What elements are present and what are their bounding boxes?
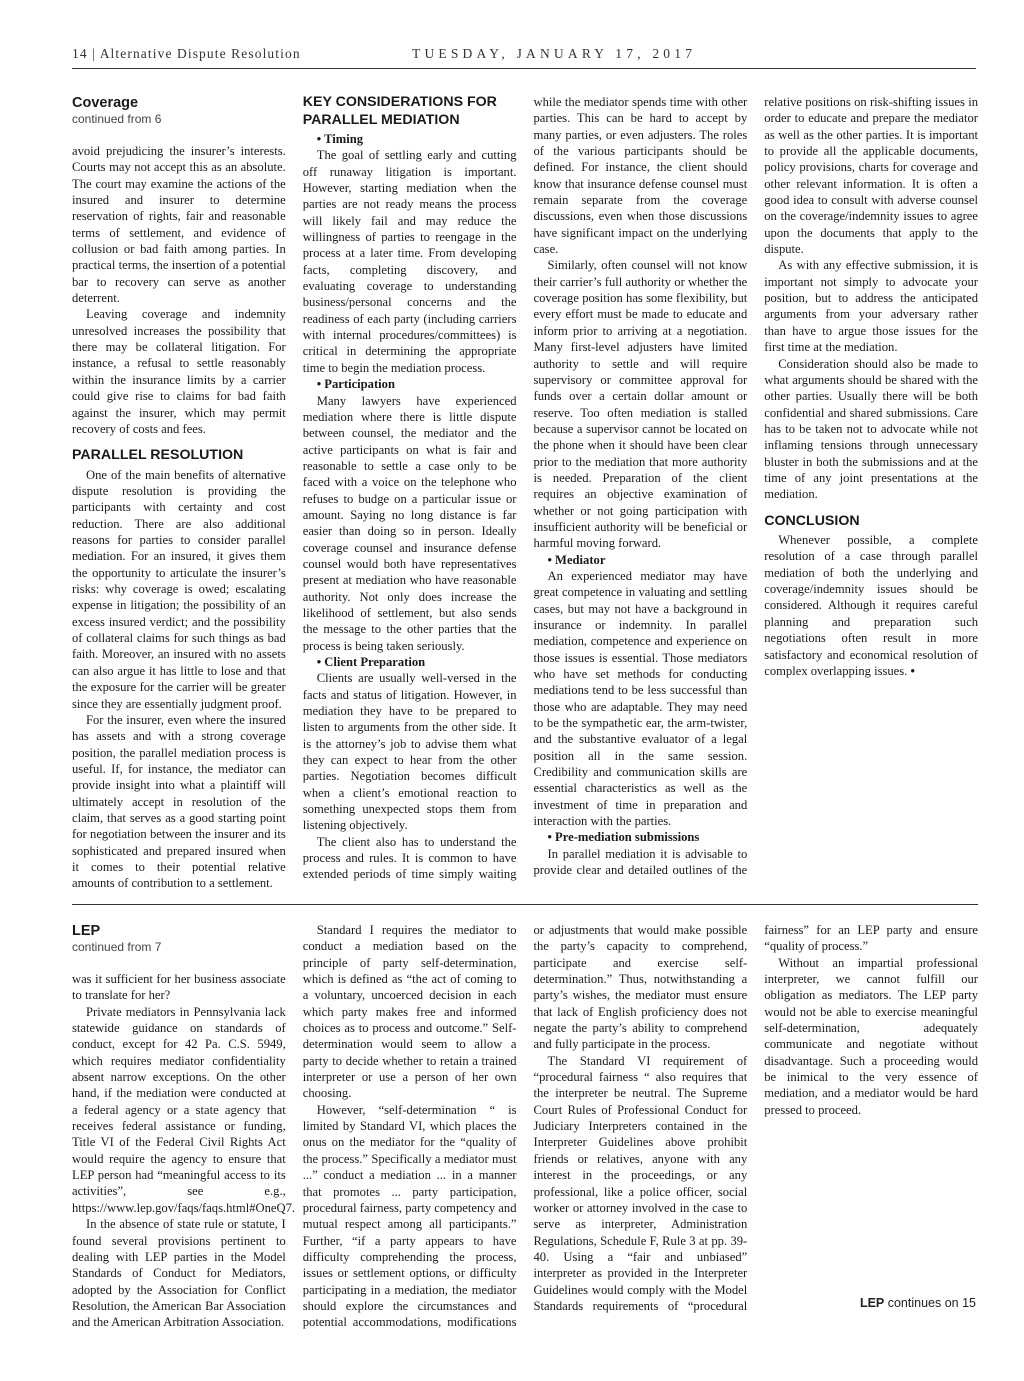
heading-conclusion: CONCLUSION [764,512,860,529]
lep-paragraph: Without an impartial professional interpreter, we cannot fulfill our obligation as mediators. The LEP party would not be able to exercise meaningful self-determination, adequately communicate and negotiate without disadvantage. Such a proceeding would be inimical to the very essence of mediation, and a mediator would be hard pressed to proceed. [764,955,978,1117]
coverage-article [72,94,978,894]
page-header [72,46,976,69]
section-divider [72,904,978,905]
coverage-paragraph [764,532,978,679]
lep-kicker: LEP [72,923,101,939]
coverage-paragraph: Many lawyers have experienced mediation where there is little dispute between counsel, the mediator and the active participants on what is fair and reasonable to settle a case only to be faced with a voice on the telephone who refuses to budge on a particular issue or amount. Saying no long distance is far easier than doing so in person. Ideally coverage counsel and insurance defense counsel would both have representatives present at mediation who have reasonable authority. Not only does increase the likelihood of settlement, but also sends the message to the other parties that the process is being taken seriously. [302,393,517,653]
coverage-paragraph: Clients are usually well-versed in the facts and status of litigation. However, in mediation they have to be prepared to listen to arguments from the other side. It is the attorney’s job to advise them what they can expect to hear from the other parties. Negotiation becomes difficult when a client’s emotional reaction to something unexpected stops them from listening objectively. [302,671,517,833]
lep-paragraph: was it sufficient for her business associate to translate for her? [72,972,286,1003]
end-of-article-mark: • [910,663,915,678]
subheading-pre-mediation: • Pre-mediation submissions [547,830,700,845]
subheading-timing: • Timing [316,132,364,146]
lep-paragraph: However, “self-determination “ is limited by Standard VI, which places the onus on the mediator for the “quality of the process.” Specifically a mediator must ...” conduct a mediation ... in a manner that promotes ... party participation, procedural fairness, party competency and mutual respect among all participants.” Further, “if a party appears to have difficulty comprehending the process, issues or settlement options, or difficulty participating in a mediation, the mediator should explore the circumstances and potential accommodations, modifications or adjustments that would make possible the party’s capacity to comprehend, participate and exercise self-determination.” Thus, notwithstanding a party’s wishes, the mediator must ensure that lack of English proficiency does not negate the party’s ability to comprehend and fully participate in the process. [302,923,748,1330]
coverage-paragraph: Consideration should also be made to what arguments should be shared with the other parties. Usually there will be both confidential and shared submissions. Care has to be taken not to advocate while not inflaming tensions through unnecessary bluster in both the submissions and at the time of any joint presentations at the mediation. [764,356,978,502]
coverage-paragraph: avoid prejudicing the insurer’s interests. Courts may not accept this as an absolute. The court may examine the actions of the insured and insurer to determine reservation of rights, fair and reasonable terms of settlement, and evidence of collusion or bad faith among parties. In practical terms, the insertion of a potential bar to recovery can serve as another deterrent. [72,144,286,306]
coverage-continued-from: continued from 6 [72,112,162,126]
coverage-paragraph: Similarly, often counsel will not know their carrier’s full authority or whether the coverage position has some flexibility, but every effort must be made to educate and inform prior to arriving at a negotiation. Many first-level adjusters have limited authority to settle and will require supervisory or committee approval for funds over a certain dollar amount or reserve. Too often mediation is stalled because a supervisor cannot be located on the phone when it should have been clear prior to the mediation that more authority is needed. Preparation of the client requires an objective examination of whether or not going participation with insufficient authority will be beneficial or harmful moving forward. [533,258,748,551]
lep-paragraph: In the absence of state rule or statute, I found several provisions pertinent to dealing with LEP parties in the Model Standards of Conduct for Mediators, adopted by the Association for Conflict Resolution, the American Bar Association and the American Arbitration Association. [72,1217,286,1330]
heading-parallel-resolution: PARALLEL RESOLUTION [72,447,244,464]
coverage-paragraph: As with any effective submission, it is important not simply to advocate your position, but to address the anticipated arguments from your adversary rather than have to argue those issues for the first time at the mediation. [764,258,978,355]
coverage-paragraph: One of the main benefits of alternative dispute resolution is providing the participants with certainty and cost reduction. There are also additional reasons for parties to consider parallel mediation. For an insured, it gives them the opportunity to articulate the insurer’s risks: why coverage is owed; escalating expense in litigation; the possibility of an excess insured verdict; and the possibility of collateral claims for such things as bad faith. Moreover, an insured with no assets can also argue it has little to lose and that the exposure for the carrier will be greater since they are essentially judgment proof. [72,467,286,711]
subheading-participation: • Participation [316,377,395,392]
subheading-mediator: • Mediator [547,552,606,567]
coverage-paragraph: An experienced mediator may have great competence in valuating and settling cases, but may not have a background in insurance or indemnity. In parallel mediation, competence and experience on those issues is essential. Those mediators who have set methods for conducting mediations tend to be less successful than those who are adaptable. They may need to be the sympathetic ear, the arm-twister, and the substantive evaluator of a legal position all in the same session. Credibility and communication skills are essential characteristics as well as the investment of time in preparation and interaction with the parties. [533,568,748,829]
page-info: 14 | Alternative Dispute Resolution [72,46,301,61]
coverage-paragraph: Leaving coverage and indemnity unresolved increases the possibility that there may be collateral litigation. For instance, a refusal to settle reasonably within the insurance limits by a carrier could give rise to claims for bad faith against the insurer, which may permit recovery of costs and fees. [72,307,286,436]
lep-continued-from: continued from 7 [72,940,162,954]
lep-paragraph: Private mediators in Pennsylvania lack statewide guidance on standards of conduct, except for 42 Pa. C.S. 5949, which requires mediator confidentiality absent narrow exceptions. On the other hand, if the mediation were conducted at a federal agency or a state agency that receives federal assistance or funding, Title VI of the Federal Civil Rights Act would require the agency to ensure that LEP person had “meaningful access to its activities”, see e.g., https://www.lep.gov/faqs/faqs.html#OneQ7. [72,1004,296,1215]
coverage-paragraph: The client also has to understand the process and rules. It is common to have extended periods of time simply waiting while the mediator spends time with other parties. This can be hard to accept by many parties, or even adjusters. The roles of the various participants should be defined. For instance, the client should know that insurance defense counsel must remain separate from the coverage discussions, even when those discussions have significant impact on the underlying case. [302,95,748,882]
heading-key-considerations: KEY CONSIDERATIONS FOR PARALLEL MEDIATION [302,94,497,128]
lep-article [72,922,978,1336]
lep-continues-note [860,1296,976,1310]
lep-paragraph: The Standard VI requirement of “procedural fairness “ also requires that the interpreter be neutral. The Supreme Court Rules of Professional Conduct for Judiciary Interpreters contained in the Interpreter Guidelines above prohibit friends or relatives, anyone with any interest in the proceedings, or any professional, like a police officer, social worker or attorney involved in the case to serve as interpreter, Administration Regulations, Schedule F, Rule 3 at pp. 39-40. Using a “fair and unbiased” interpreter as provided in the Interpreter Guidelines would comply with the Model Standards requirements of “procedural fairness” for an LEP party and ensure “quality of process.” [533,923,978,1313]
coverage-paragraph: The goal of settling early and cutting off runaway litigation is important. However, starting mediation when the parties are not ready means the process will likely fail and may reduce the willingness of parties to reengage in the process at a later time. From developing facts, completing discovery, and evaluating coverage to understanding business/personal concerns and the readiness of each party (including carriers with internal procedures/committees) is critical in determining the appropriate time to begin the mediation process. [302,148,517,375]
issue-date: TUESDAY, JANUARY 17, 2017 [412,46,697,61]
coverage-paragraph: In parallel mediation it is advisable to provide clear and detailed outlines of the relative positions on risk-shifting issues in order to educate and prepare the mediator as well as the other parties. It is important to provide all the applicable documents, policy provisions, charts for coverage and other relevant information. It is often a good idea to consult with adverse counsel on the coverage/indemnity issues to agree upon the documents that apply to the dispute. [533,95,978,878]
conclusion-text: Whenever possible, a complete resolution of a case through parallel mediation of both the underlying and coverage/indemnity issues should be considered. Although it requires careful planning and preparation such negotiations often result in more satisfactory and economical resolution of complex overlapping issues. [764,533,978,678]
coverage-kicker: Coverage [72,95,139,111]
subheading-client-preparation: • Client Preparation [316,655,426,669]
coverage-paragraph: For the insurer, even where the insured has assets and with a strong coverage position, the parallel mediation process is useful. If, for instance, the mediator can provide insight into what a plaintiff will ultimately accept in resolution of the claim, that serves as a good starting point for negotiation between the insurer and its sophisticated and prepared insured when it comes to their potential relative amounts of contribution to a settlement. [72,712,286,891]
lep-continues-text: continues on 15 [887,1296,976,1310]
lep-paragraph: Standard I requires the mediator to conduct a mediation based on the principle of party self-determination, which is defined as “the act of coming to a voluntary, uncoerced decision in each which party makes free and informed choices as to process and outcome.” Self-determination would seem to allow a party to decide whether to retain a trained interpreter or use a person of her own choosing. [302,923,517,1101]
lep-continues-label: LEP [859,1296,885,1310]
